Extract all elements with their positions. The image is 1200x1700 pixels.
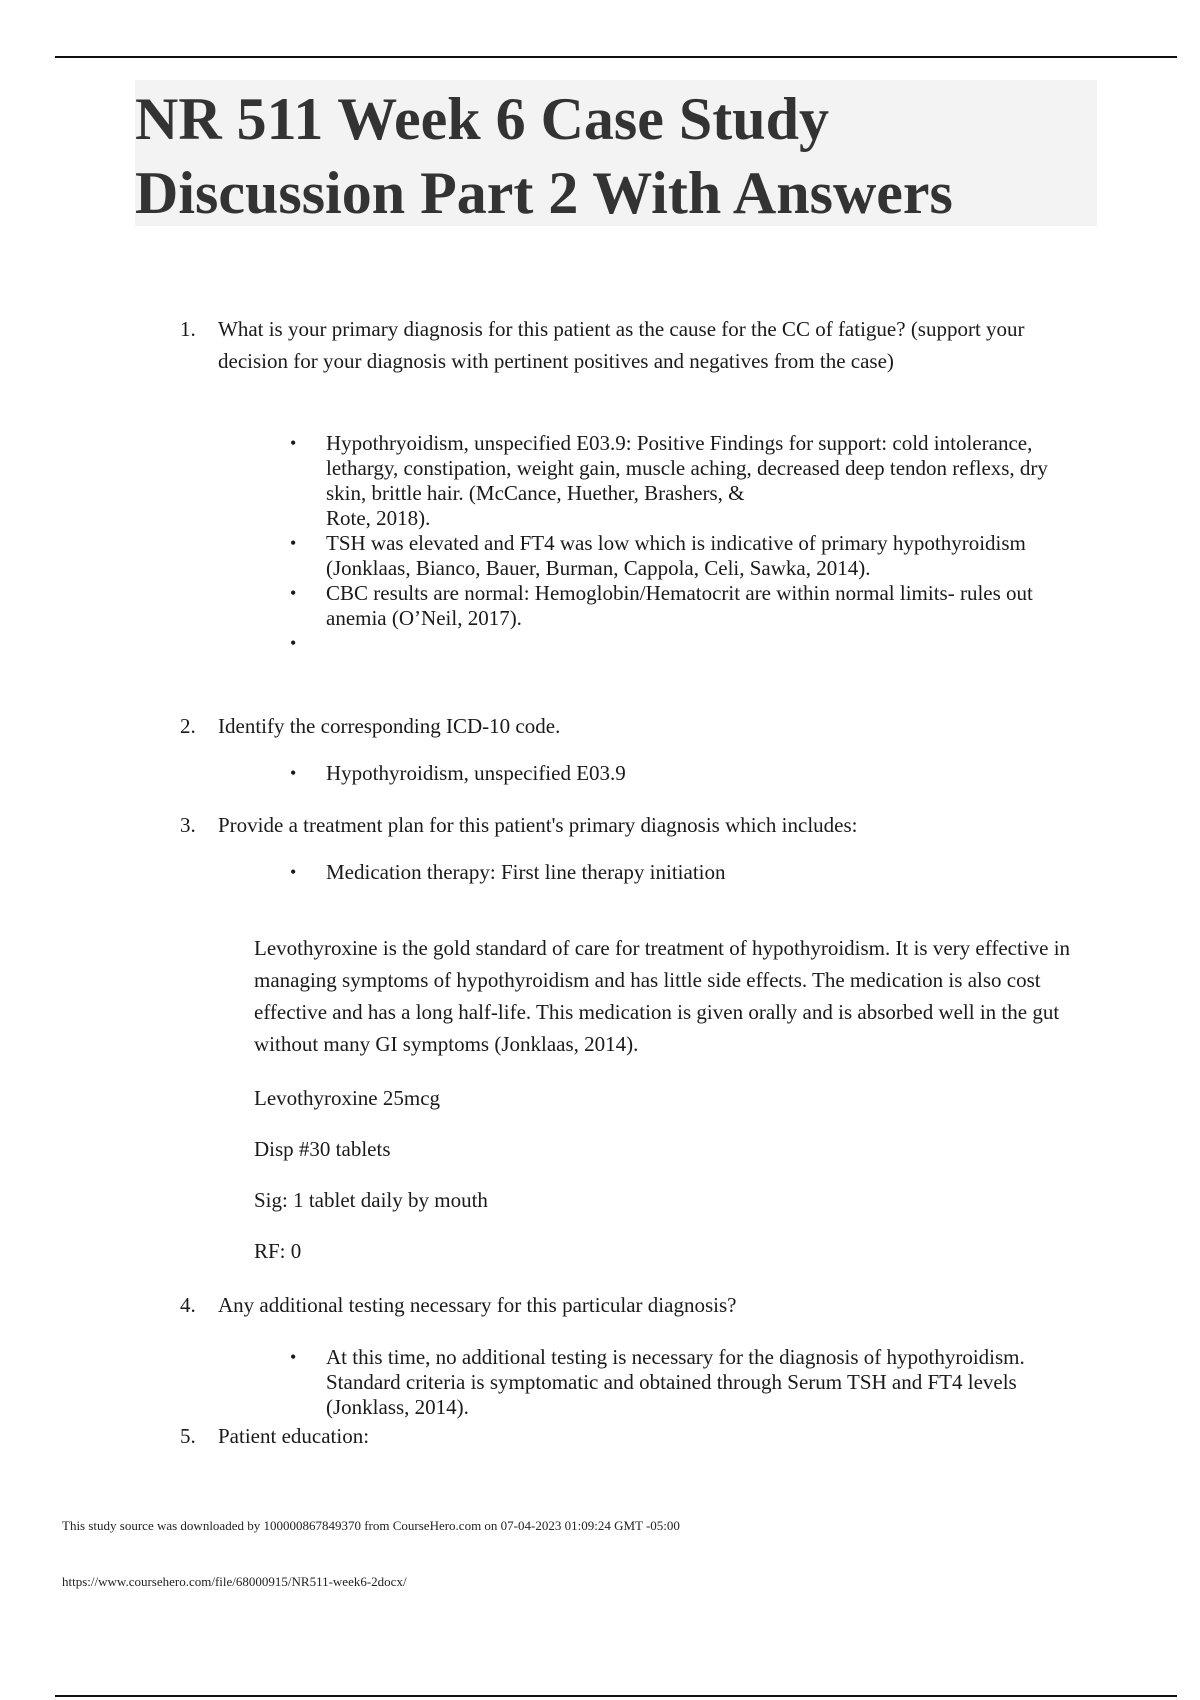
bullet-icon: •	[290, 583, 297, 603]
question-number: 5.	[180, 1424, 196, 1448]
question-text: Identify the corresponding ICD-10 code.	[218, 714, 561, 738]
bullet-icon: •	[290, 633, 297, 653]
question-2	[180, 710, 1098, 742]
rx-refills: RF: 0	[254, 1239, 302, 1263]
bullet-icon: •	[290, 1347, 297, 1367]
bullet-icon: •	[290, 433, 297, 453]
q3-bullet-list	[290, 860, 1090, 885]
q4-bullet-list	[290, 1345, 1090, 1420]
bullet-icon: •	[290, 763, 297, 783]
question-number: 4.	[180, 1293, 196, 1317]
list-item: • Medication therapy: First line therapy initiation	[290, 860, 726, 884]
question-number: 3.	[180, 813, 196, 837]
source-url[interactable]: https://www.coursehero.com/file/68000915/NR511-week6-2docx/	[62, 1574, 407, 1589]
list-item: • CBC results are normal: Hemoglobin/Hematocrit are within normal limits- rules out anemia (O’Neil, 2017).	[290, 581, 1033, 630]
rx-drug: Levothyroxine 25mcg	[254, 1086, 441, 1110]
question-3	[180, 809, 1098, 841]
list-item: • TSH was elevated and FT4 was low which is indicative of primary hypothyroidism (Jonklaas, Bianco, Bauer, Burman, Cappola, Celi, Sawka, 2014).	[290, 531, 1026, 580]
question-4	[180, 1289, 1098, 1321]
q2-bullet-list	[290, 761, 1090, 786]
question-text: Any additional testing necessary for this particular diagnosis?	[218, 1293, 737, 1317]
list-item: Rote, 2018).	[326, 506, 431, 530]
question-number: 2.	[180, 714, 196, 738]
question-text: Patient education:	[218, 1424, 370, 1448]
question-1	[180, 313, 1098, 377]
bullet-icon: •	[290, 862, 297, 882]
treatment-paragraph: Levothyroxine is the gold standard of care for treatment of hypothyroidism. It is very effective in managing symptoms of hypothyroidism and has little side effects. The medication is also cost effective and has a long half-life. This medication is given orally and is absorbed well in the gut without many GI symptoms (Jonklaas, 2014).	[254, 936, 1071, 1056]
question-text: Provide a treatment plan for this patient's primary diagnosis which includes:	[218, 813, 858, 837]
question-number: 1.	[180, 317, 196, 341]
list-item: • Hypothyroidism, unspecified E03.9	[290, 761, 626, 785]
top-rule	[55, 56, 1177, 58]
list-item: • Hypothryoidism, unspecified E03.9: Positive Findings for support: cold intolerance, lethargy, constipation, weight gain, muscle aching, decreased deep tendon reflexs, dry skin, brittle hair. (McCance, Huether, Brashers, &	[290, 431, 1048, 505]
page-title: NR 511 Week 6 Case Study Discussion Part 2 With Answers	[135, 86, 953, 226]
question-5	[180, 1420, 1098, 1452]
question-text: What is your primary diagnosis for this patient as the cause for the CC of fatigue? (support your decision for your diagnosis with pertinent positives and negatives from the case)	[218, 317, 1025, 373]
bottom-rule	[55, 1695, 1177, 1697]
rx-disp: Disp #30 tablets	[254, 1137, 391, 1161]
rx-sig: Sig: 1 tablet daily by mouth	[254, 1188, 488, 1212]
q1-bullet-list	[290, 431, 1090, 653]
bullet-icon: •	[290, 533, 297, 553]
list-item: • At this time, no additional testing is necessary for the diagnosis of hypothyroidism. Standard criteria is symptomatic and obtained through Serum TSH and FT4 levels (Jonklass, 2014).	[290, 1345, 1025, 1419]
download-notice: This study source was downloaded by 100000867849370 from CourseHero.com on 07-04-2023 01:09:24 GMT -05:00	[62, 1518, 680, 1533]
